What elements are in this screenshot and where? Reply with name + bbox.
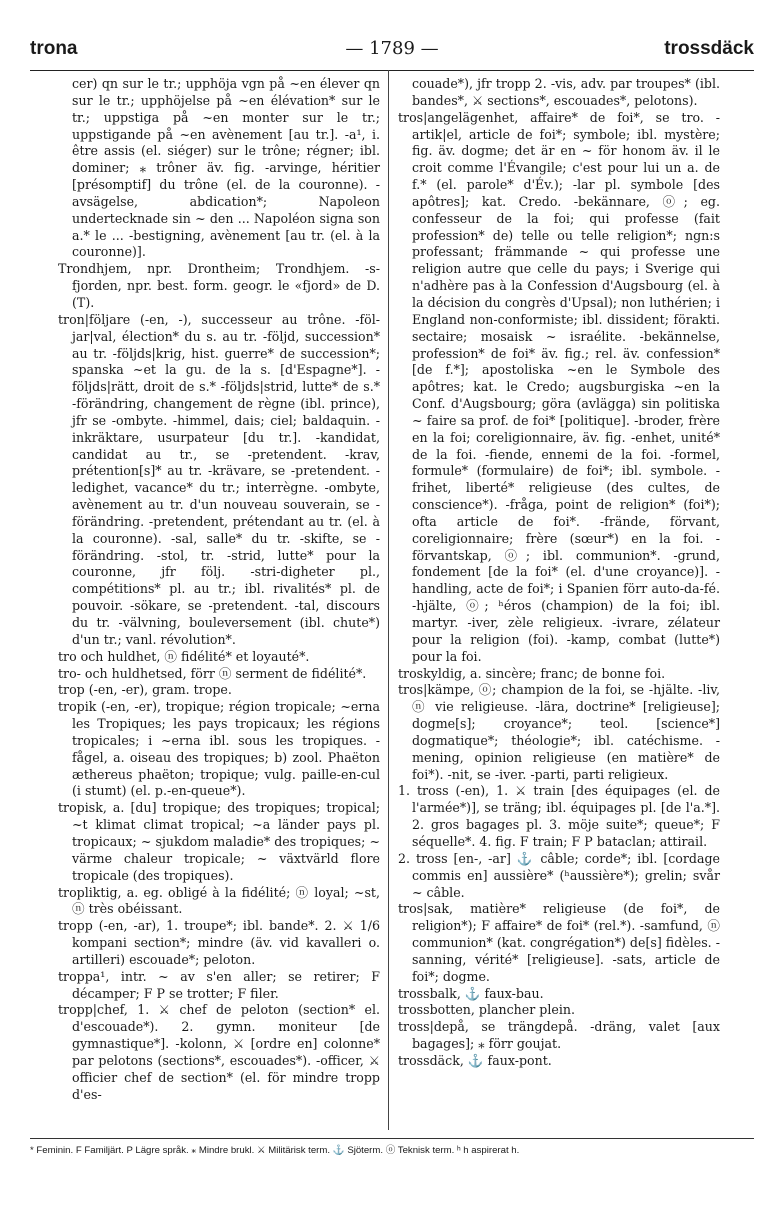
footer-rule: [30, 1138, 754, 1139]
column-separator: [388, 70, 389, 1130]
dictionary-entry: tros|angelägenhet, affaire* de foi*, se tro. -artik|el, article de foi*; symbole; ibl. mystère; fig. äv. dogme; det är en ~ för honom äv. il le croit comme l'Évangile; c'est pour lui un a. de f.* (el. parole* d'Év.); -lar pl. symbole [des apôtres]; kat. Credo. -bekännare, ⓞ; eg. confesseur de la foi; qui professe (fait profession* de) telle ou telle religion*; ngn:s professant; främmande ~ qui professe une religion autre que celle du pays; i Sverige qui n'adhère pas à la Confession d'Augsbourg (el. à la décision du congrès d'Upsal); non luthérien; i England non-conformiste; ibl. dissident; förakti. sectaire; mosaisk ~ israélite. -bekännelse, profession* de foi* äv. fig.; rel. äv. confession* [de f.*]; apostoliska ~en le Symbole des apôtres; kat. le Credo; augsburgiska ~en la Conf. d'Augsbourg; göra (avlägga) sin politiska ~ faire sa prof. de foi* [politique]. -broder, frère en la foi; coreligionnaire, äv. fig. -enhet, unité* de la foi. -fiende, ennemi de la foi. -formel, formule* (formulaire) de foi*; ibl. symbole. -frihet, liberté* religieuse (des cultes, de conscience*). -fråga, point de religion* (foi*); ofta article de foi*. -frände, förvant, coreligionnaire; frère (sœur*) en la foi. -förvantskap, ⓞ; ibl. communion*. -grund, fondement [de la foi* (el. d'une croyance)]. -handling, acte de foi*; i Spanien förr auto-da-fé. -hjälte, ⓞ; ʰéros (champion) de la foi; ibl. martyr. -iver, zèle religieux. -ivrare, zélateur pour la religion (foi). -kamp, combat (lutte*) pour la foi.: [398, 109, 720, 664]
page-number: — 1789 —: [345, 38, 439, 59]
dictionary-entry: trossbotten, plancher plein.: [398, 1002, 575, 1018]
dictionary-entry: cer) qn sur le tr.; upphöja vgn på ~en élever qn sur le tr.; upphöjelse på ~en élévation* sur le tr.; uppstiga på ~en monter sur le tr.; uppstigande på ~en avènement [au tr.]. -a¹, i. être assis (el. siéger) sur le trône; régner; ibl. dominer; ⁎ trôner äv. fig. -arvinge, héritier [présomptif] du trône (el. de la couronne). -avsägelse, abdication*; Napoleon undertecknade sin ~ den ... Napoléon signa son a.* le ... -bestigning, avènement [au tr. (el. à la couronne)].: [72, 76, 380, 260]
header-left-guide-word: trona: [30, 38, 78, 59]
dictionary-entry: trossdäck, ⚓ faux-pont.: [398, 1052, 552, 1068]
dictionary-entry: 2. tross [en-, -ar] ⚓ câble; corde*; ibl. [cordage commis en] aussière* (ʰaussière*); grelin; svår ~ câble.: [398, 850, 720, 900]
dictionary-entry: tropp|chef, 1. ⚔ chef de peloton (section* el. d'escouade*). 2. gymn. moniteur [de gymnastique*]. -kolonn, ⚔ [ordre en] colonne* par pelotons (sections*, escouades*). -officer, ⚔ officier chef de section* (el. för mindre tropp d'es-: [58, 1002, 380, 1102]
dictionary-entry: Trondhjem, npr. Drontheim; Trondhjem. -s-fjorden, npr. best. form. geogr. le «fjord» de D. (T).: [58, 261, 380, 310]
dictionary-entry: tropp (-en, -ar), 1. troupe*; ibl. bande*. 2. ⚔ 1/6 kompani section*; mindre (äv. vid kavalleri o. artilleri) escouade*; peloton.: [58, 918, 380, 967]
left-column: [58, 76, 380, 1103]
dictionary-entry: tropisk, a. [du] tropique; des tropiques; tropical; ~t klimat climat tropical; ~a länder pays pl. tropicaux; ~ sjukdom maladie* des tropiques; ~ värme chaleur tropicale; ~ växtvärld flore tropicale (des tropiques).: [58, 800, 380, 883]
dictionary-entry: tron|följare (-en, -), successeur au trône. -föl-jar|val, élection* du s. au tr. -följd, succession* au tr. -följds|krig, hist. guerre* de succession*; spanska ~et la gu. de la s. [d'Espagne*]. -följds|rätt, droit de s.* -följds|strid, lutte* de s.* -förändring, changement de règne (ibl. prince), jfr se -ombyte. -himmel, dais; ciel; baldaquin. -inkräktare, usurpateur [du tr.]. -kandidat, candidat au tr., se -pretendent. -krav, prétention[s]* au tr. -krävare, se -pretendent. -ledighet, vacance* du tr.; interrègne. -ombyte, avènement au tr. d'un nouveau souverain, se -förändring. -pretendent, prétendant au tr. (el. à la couronne). -sal, salle* du tr. -skifte, se -förändring. -stol, tr. -strid, lutte* pour la couronne, jfr följ. -stri-digheter pl., compétitions* pl. au tr.; ibl. rivalités* pl. de pouvoir. -sökare, se -pretendent. -tal, discours du tr. -välvning, bouleversement (ibl. chute*) d'un tr.; vanl. révolution*.: [58, 311, 380, 647]
dictionary-entry: 1. tross (-en), 1. ⚔ train [des équipages (el. de l'armée*)], se träng; ibl. équipages pl. [de l'a.*]. 2. gros bagages pl. 3. möje suite*; queue*; F séquelle*. 4. fig. F train; F P bataclan; attirail.: [398, 783, 720, 849]
dictionary-entry: tro och huldhet, ⓝ fidélité* et loyauté*.: [58, 648, 310, 664]
page-header: [30, 38, 754, 64]
header-rule: [30, 70, 754, 71]
header-right-guide-word: trossdäck: [664, 38, 754, 59]
dictionary-entry: troppa¹, intr. ~ av s'en aller; se retirer; F décamper; F P se trotter; F filer.: [58, 968, 380, 1001]
dictionary-entry: tro- och huldhetsed, förr ⓝ serment de fidélité*.: [58, 665, 367, 681]
dictionary-entry: tros|sak, matière* religieuse (de foi*, de religion*); F affaire* de foi* (rel.*). -samfund, ⓝ communion* (kat. congrégation*) de[s] fidèles. -sanning, vérité* [religieuse]. -sats, article de foi*; dogme.: [398, 901, 720, 984]
dictionary-entry: tropliktig, a. eg. obligé à la fidélité; ⓝ loyal; ~st, ⓝ très obéissant.: [58, 884, 380, 917]
dictionary-entry: troskyldig, a. sincère; franc; de bonne foi.: [398, 665, 666, 681]
right-column: [398, 76, 720, 1070]
dictionary-entry: trossbalk, ⚓ faux-bau.: [398, 985, 544, 1001]
dictionary-entry: trop (-en, -er), gram. trope.: [58, 682, 232, 698]
dictionary-entry: tropik (-en, -er), tropique; région tropicale; ~erna les Tropiques; les pays tropicaux; les régions tropicales; i ~erna ibl. sous les tropiques. -fågel, a. oiseau des tropiques; b) zool. Phaëton æthereus phaëton; tropique; vulg. paille-en-cul (i stumt) (el. p.-en-queue*).: [58, 699, 380, 799]
dictionary-entry: tross|depå, se trängdepå. -dräng, valet [aux bagages]; ⁎ förr goujat.: [398, 1019, 720, 1052]
abbreviation-legend: * Feminin. F Familjärt. P Lägre språk. ⁎ Mindre brukl. ⚔ Militärisk term. ⚓ Sjöterm. ⓞ Teknisk term. ʰ h aspirerat h.: [30, 1145, 520, 1156]
dictionary-entry: tros|kämpe, ⓞ; champion de la foi, se -hjälte. -liv, ⓝ vie religieuse. -lära, doctrine* [religieuse]; dogme[s]; croyance*; teol. [science*] dogmatique*; théologie*; ibl. catéchisme. -mening, opinion religieuse (en matière* de foi*). -nit, se -iver. -parti, parti religieux.: [398, 682, 720, 782]
dictionary-entry: couade*), jfr tropp 2. -vis, adv. par troupes* (ibl. bandes*, ⚔ sections*, escouades*, pelotons).: [412, 76, 720, 108]
